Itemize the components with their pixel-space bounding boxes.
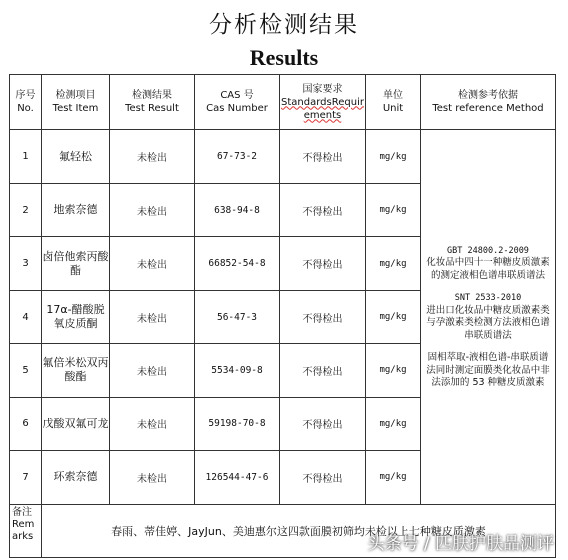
header-reference: 检测参考依据 Test reference Method (421, 75, 556, 130)
header-test-result: 检测结果 Test Result (110, 75, 195, 130)
page-title-en: Results (249, 45, 319, 70)
cell-requirement: 不得检出 (280, 397, 366, 450)
cell-requirement: 不得检出 (280, 451, 366, 504)
cell-result: 未检出 (110, 290, 195, 343)
cell-unit: mg/kg (366, 237, 421, 290)
cell-cas: 67-73-2 (195, 130, 280, 183)
cell-result: 未检出 (110, 344, 195, 397)
cell-cas: 59198-70-8 (195, 397, 280, 450)
cell-unit: mg/kg (366, 130, 421, 183)
cell-requirement: 不得检出 (280, 130, 366, 183)
cell-item: 环索奈德 (42, 451, 110, 504)
reference-std1: GBT 24800.2-2009 化妆品中四十一种糖皮质激素的测定液相色谱串联质谱法 (426, 245, 550, 281)
cell-result: 未检出 (110, 183, 195, 236)
cell-result: 未检出 (110, 397, 195, 450)
cell-no: 3 (10, 237, 42, 290)
cell-no: 2 (10, 183, 42, 236)
cell-unit: mg/kg (366, 397, 421, 450)
header-cas: CAS 号 Cas Number (195, 75, 280, 130)
cell-no: 7 (10, 451, 42, 504)
cell-item: 17α-醋酸脱氧皮质酮 (42, 290, 110, 343)
cell-no: 1 (10, 130, 42, 183)
remarks-label: 备注 Remarks (10, 504, 42, 557)
cell-requirement: 不得检出 (280, 237, 366, 290)
cell-item: 卤倍他索丙酸酯 (42, 237, 110, 290)
cell-requirement: 不得检出 (280, 344, 366, 397)
watermark: 头条号 / 匹肤护肤品测评 (367, 534, 554, 554)
cell-unit: mg/kg (366, 183, 421, 236)
cell-item: 氟轻松 (42, 130, 110, 183)
cell-result: 未检出 (110, 130, 195, 183)
cell-cas: 5534-09-8 (195, 344, 280, 397)
cell-requirement: 不得检出 (280, 183, 366, 236)
results-table (9, 74, 556, 558)
header-test-item: 检测项目 Test Item (42, 75, 110, 130)
cell-item: 氟倍米松双丙酸酯 (42, 344, 110, 397)
cell-item: 地索奈德 (42, 183, 110, 236)
cell-cas: 126544-47-6 (195, 451, 280, 504)
cell-no: 4 (10, 290, 42, 343)
cell-cas: 66852-54-8 (195, 237, 280, 290)
table-row (10, 130, 556, 183)
page-title-cn: 分析检测结果 (209, 12, 359, 38)
cell-no: 5 (10, 344, 42, 397)
cell-item: 戊酸双氟可龙 (42, 397, 110, 450)
cell-result: 未检出 (110, 237, 195, 290)
header-unit: 单位 Unit (366, 75, 421, 130)
header-no: 序号 No. (10, 75, 42, 130)
cell-unit: mg/kg (366, 344, 421, 397)
cell-result: 未检出 (110, 451, 195, 504)
header-requirement: 国家要求 StandardsRequirements (280, 75, 366, 130)
cell-reference (421, 130, 556, 504)
reference-std2: SNT 2533-2010 进出口化妆品中糖皮质激素类与孕激素类检测方法液相色谱串联质谱法 (426, 293, 550, 341)
remarks-text: 春雨、蒂佳婷、JayJun、美迪惠尔这四款面膜初筛均未检以上七种糖皮质激素 (42, 504, 556, 557)
cell-requirement: 不得检出 (280, 290, 366, 343)
cell-no: 6 (10, 397, 42, 450)
cell-cas: 56-47-3 (195, 290, 280, 343)
cell-unit: mg/kg (366, 451, 421, 504)
cell-cas: 638-94-8 (195, 183, 280, 236)
cell-unit: mg/kg (366, 290, 421, 343)
header-row (10, 75, 556, 130)
reference-std3: 固相萃取-液相色谱-串联质谱法同时测定面膜类化妆品中非法添加的 53 种糖皮质激素 (426, 352, 550, 389)
